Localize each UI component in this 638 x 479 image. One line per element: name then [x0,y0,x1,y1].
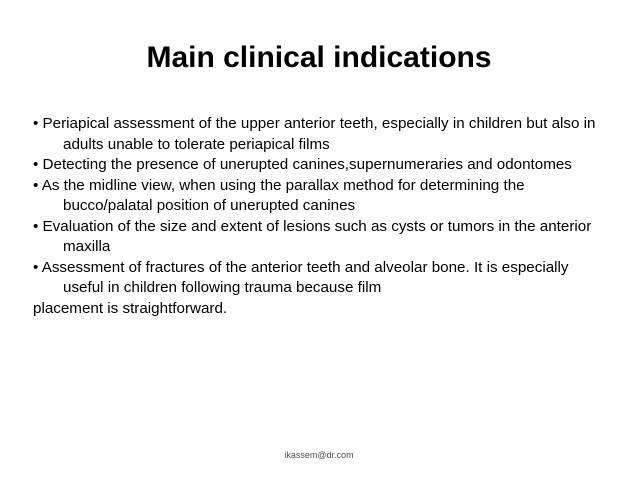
indication-item-5: • Assessment of fractures of the anterior teeth and alveolar bone. It is especially useful in children following trauma because film [33,258,569,296]
indications-list [33,114,613,319]
indication-item-4: • Evaluation of the size and extent of lesions such as cysts or tumors in the anterior maxilla [33,217,592,255]
indication-continuation: placement is straightforward. [33,299,228,317]
indication-item-1: • Periapical assessment of the upper anterior teeth, especially in children but also in adults unable to tolerate periapical films [33,115,596,153]
indication-item-2: • Detecting the presence of unerupted canines,supernumeraries and odontomes [33,156,572,173]
footer-email: ikassem@dr.com [284,450,354,460]
indication-item-3: • As the midline view, when using the parallax method for determining the bucco/palatal position of unerupted canines [33,176,525,214]
slide-title: Main clinical indications [146,41,492,74]
